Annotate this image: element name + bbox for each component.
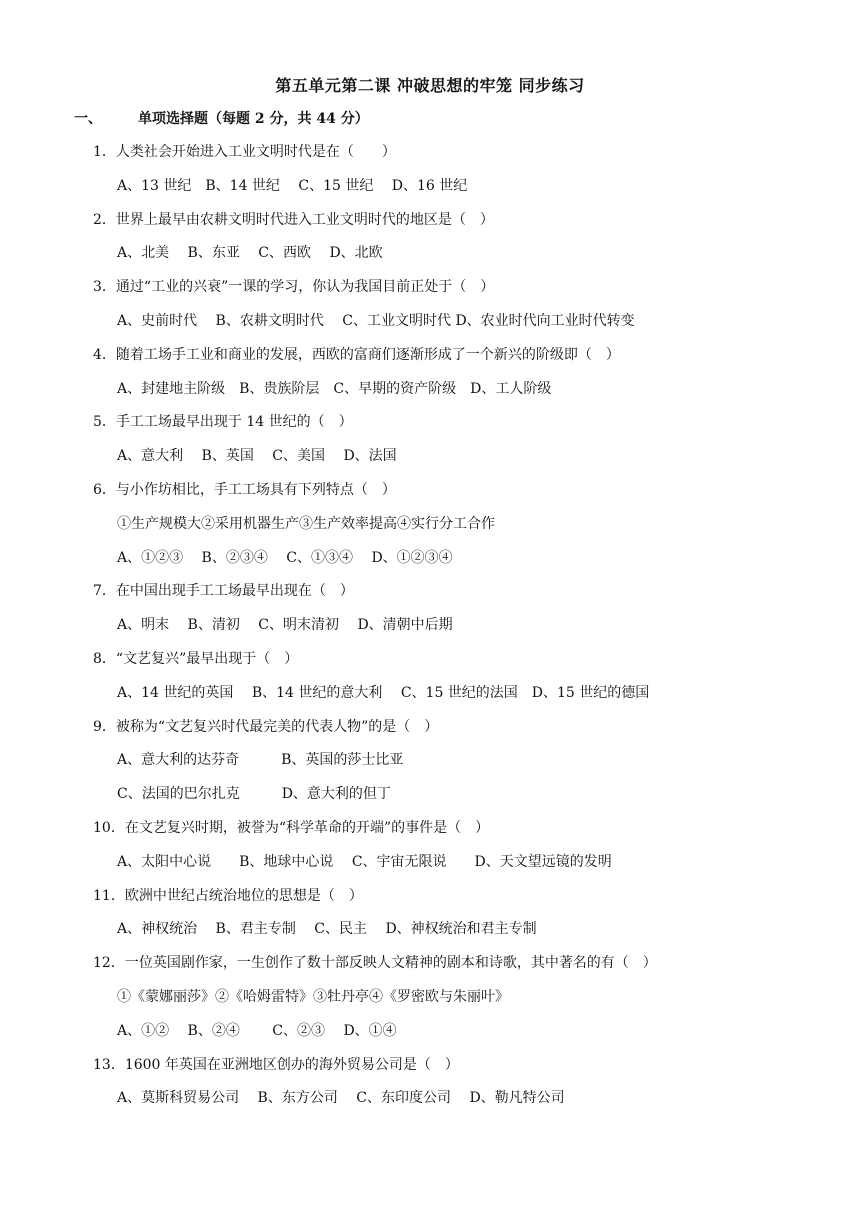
question-stem <box>93 953 793 987</box>
question-text: 13．1600 年英国在亚洲地区创办的海外贸易公司是（ ） <box>93 1056 459 1073</box>
question-text: 4．随着工场手工业和商业的发展，西欧的富商们逐渐形成了一个新兴的阶级即（ ） <box>93 346 620 363</box>
question-text: 2．世界上最早由农耕文明时代进入工业文明时代的地区是（ ） <box>93 211 494 228</box>
options-text: ①《蒙娜丽莎》②《哈姆雷特》③牡丹亭④《罗密欧与朱丽叶》 <box>117 988 509 1005</box>
options-text: A、①②③ B、②③④ C、①③④ D、①②③④ <box>117 549 453 566</box>
section-number: 一、 <box>74 111 102 127</box>
options-text: A、封建地主阶级 B、贵族阶层 C、早期的资产阶级 D、工人阶级 <box>117 380 552 397</box>
answer-options <box>93 1021 793 1055</box>
options-text: A、14 世纪的英国 B、14 世纪的意大利 C、15 世纪的法国 D、15 世纪的德国 <box>117 684 650 701</box>
answer-options <box>93 311 793 345</box>
question-text: 5．手工工场最早出现于 14 世纪的（ ） <box>93 414 353 431</box>
question-text: 1．人类社会开始进入工业文明时代是在（ ） <box>93 144 396 160</box>
page-title: 第五单元第二课 冲破思想的牢笼 同步练习 <box>275 76 585 95</box>
options-text: A、莫斯科贸易公司 B、东方公司 C、东印度公司 D、勒凡特公司 <box>117 1090 565 1107</box>
section-label: 单项选择题（每题 2 分，共 44 分） <box>138 111 369 127</box>
question-stem <box>93 649 793 683</box>
options-text: A、明末 B、清初 C、明末清初 D、清朝中后期 <box>117 617 453 634</box>
question-text: 8．“文艺复兴”最早出现于（ ） <box>93 650 299 667</box>
answer-options <box>93 987 793 1021</box>
question-text: 7．在中国出现手工工场最早出现在（ ） <box>93 583 354 600</box>
answer-options <box>93 750 793 784</box>
answer-options <box>93 176 793 210</box>
question-stem <box>93 480 793 514</box>
options-text: A、意大利 B、英国 C、美国 D、法国 <box>117 448 397 465</box>
question-stem <box>93 717 793 751</box>
answer-options <box>93 379 793 413</box>
question-stem <box>93 277 793 311</box>
answer-options <box>93 615 793 649</box>
options-text: A、意大利的达芬奇 B、英国的莎士比亚 <box>117 752 404 769</box>
answer-options <box>93 852 793 886</box>
options-text: A、13 世纪 B、14 世纪 C、15 世纪 D、16 世纪 <box>117 177 468 194</box>
question-text: 6．与小作坊相比，手工工场具有下列特点（ ） <box>93 481 396 498</box>
answer-options <box>93 683 793 717</box>
question-stem <box>93 581 793 615</box>
answer-options <box>93 514 793 548</box>
question-stem <box>93 886 793 920</box>
answer-options <box>93 784 793 818</box>
question-stem <box>93 345 793 379</box>
options-text: C、法国的巴尔扎克 D、意大利的但丁 <box>117 786 391 803</box>
question-stem <box>93 1055 793 1089</box>
answer-options <box>93 1088 793 1122</box>
answer-options <box>93 243 793 277</box>
options-text: A、太阳中心说 B、地球中心说 C、宇宙无限说 D、天文望远镜的发明 <box>117 853 612 870</box>
question-stem <box>93 210 793 244</box>
question-stem <box>93 142 793 176</box>
options-text: A、①② B、②④ C、②③ D、①④ <box>117 1022 397 1039</box>
question-text: 9．被称为“文艺复兴时代最完美的代表人物”的是（ ） <box>93 718 439 735</box>
answer-options <box>93 919 793 953</box>
options-text: A、北美 B、东亚 C、西欧 D、北欧 <box>117 245 383 262</box>
options-text: ①生产规模大②采用机器生产③生产效率提高④实行分工合作 <box>117 515 495 532</box>
question-text: 3．通过“工业的兴衰”一课的学习，你认为我国目前正处于（ ） <box>93 279 495 296</box>
question-stem <box>93 412 793 446</box>
section-heading <box>74 108 369 128</box>
options-text: A、史前时代 B、农耕文明时代 C、工业文明时代 D、农业时代向工业时代转变 <box>117 312 635 329</box>
answer-options <box>93 548 793 582</box>
question-list <box>93 142 793 1122</box>
question-stem <box>93 818 793 852</box>
question-text: 12．一位英国剧作家，一生创作了数十部反映人文精神的剧本和诗歌，其中著名的有（ ） <box>93 955 657 972</box>
options-text: A、神权统治 B、君主专制 C、民主 D、神权统治和君主专制 <box>117 921 537 938</box>
question-text: 11．欧洲中世纪占统治地位的思想是（ ） <box>93 887 363 904</box>
answer-options <box>93 446 793 480</box>
question-text: 10．在文艺复兴时期，被誉为“科学革命的开端”的事件是（ ） <box>93 819 490 836</box>
